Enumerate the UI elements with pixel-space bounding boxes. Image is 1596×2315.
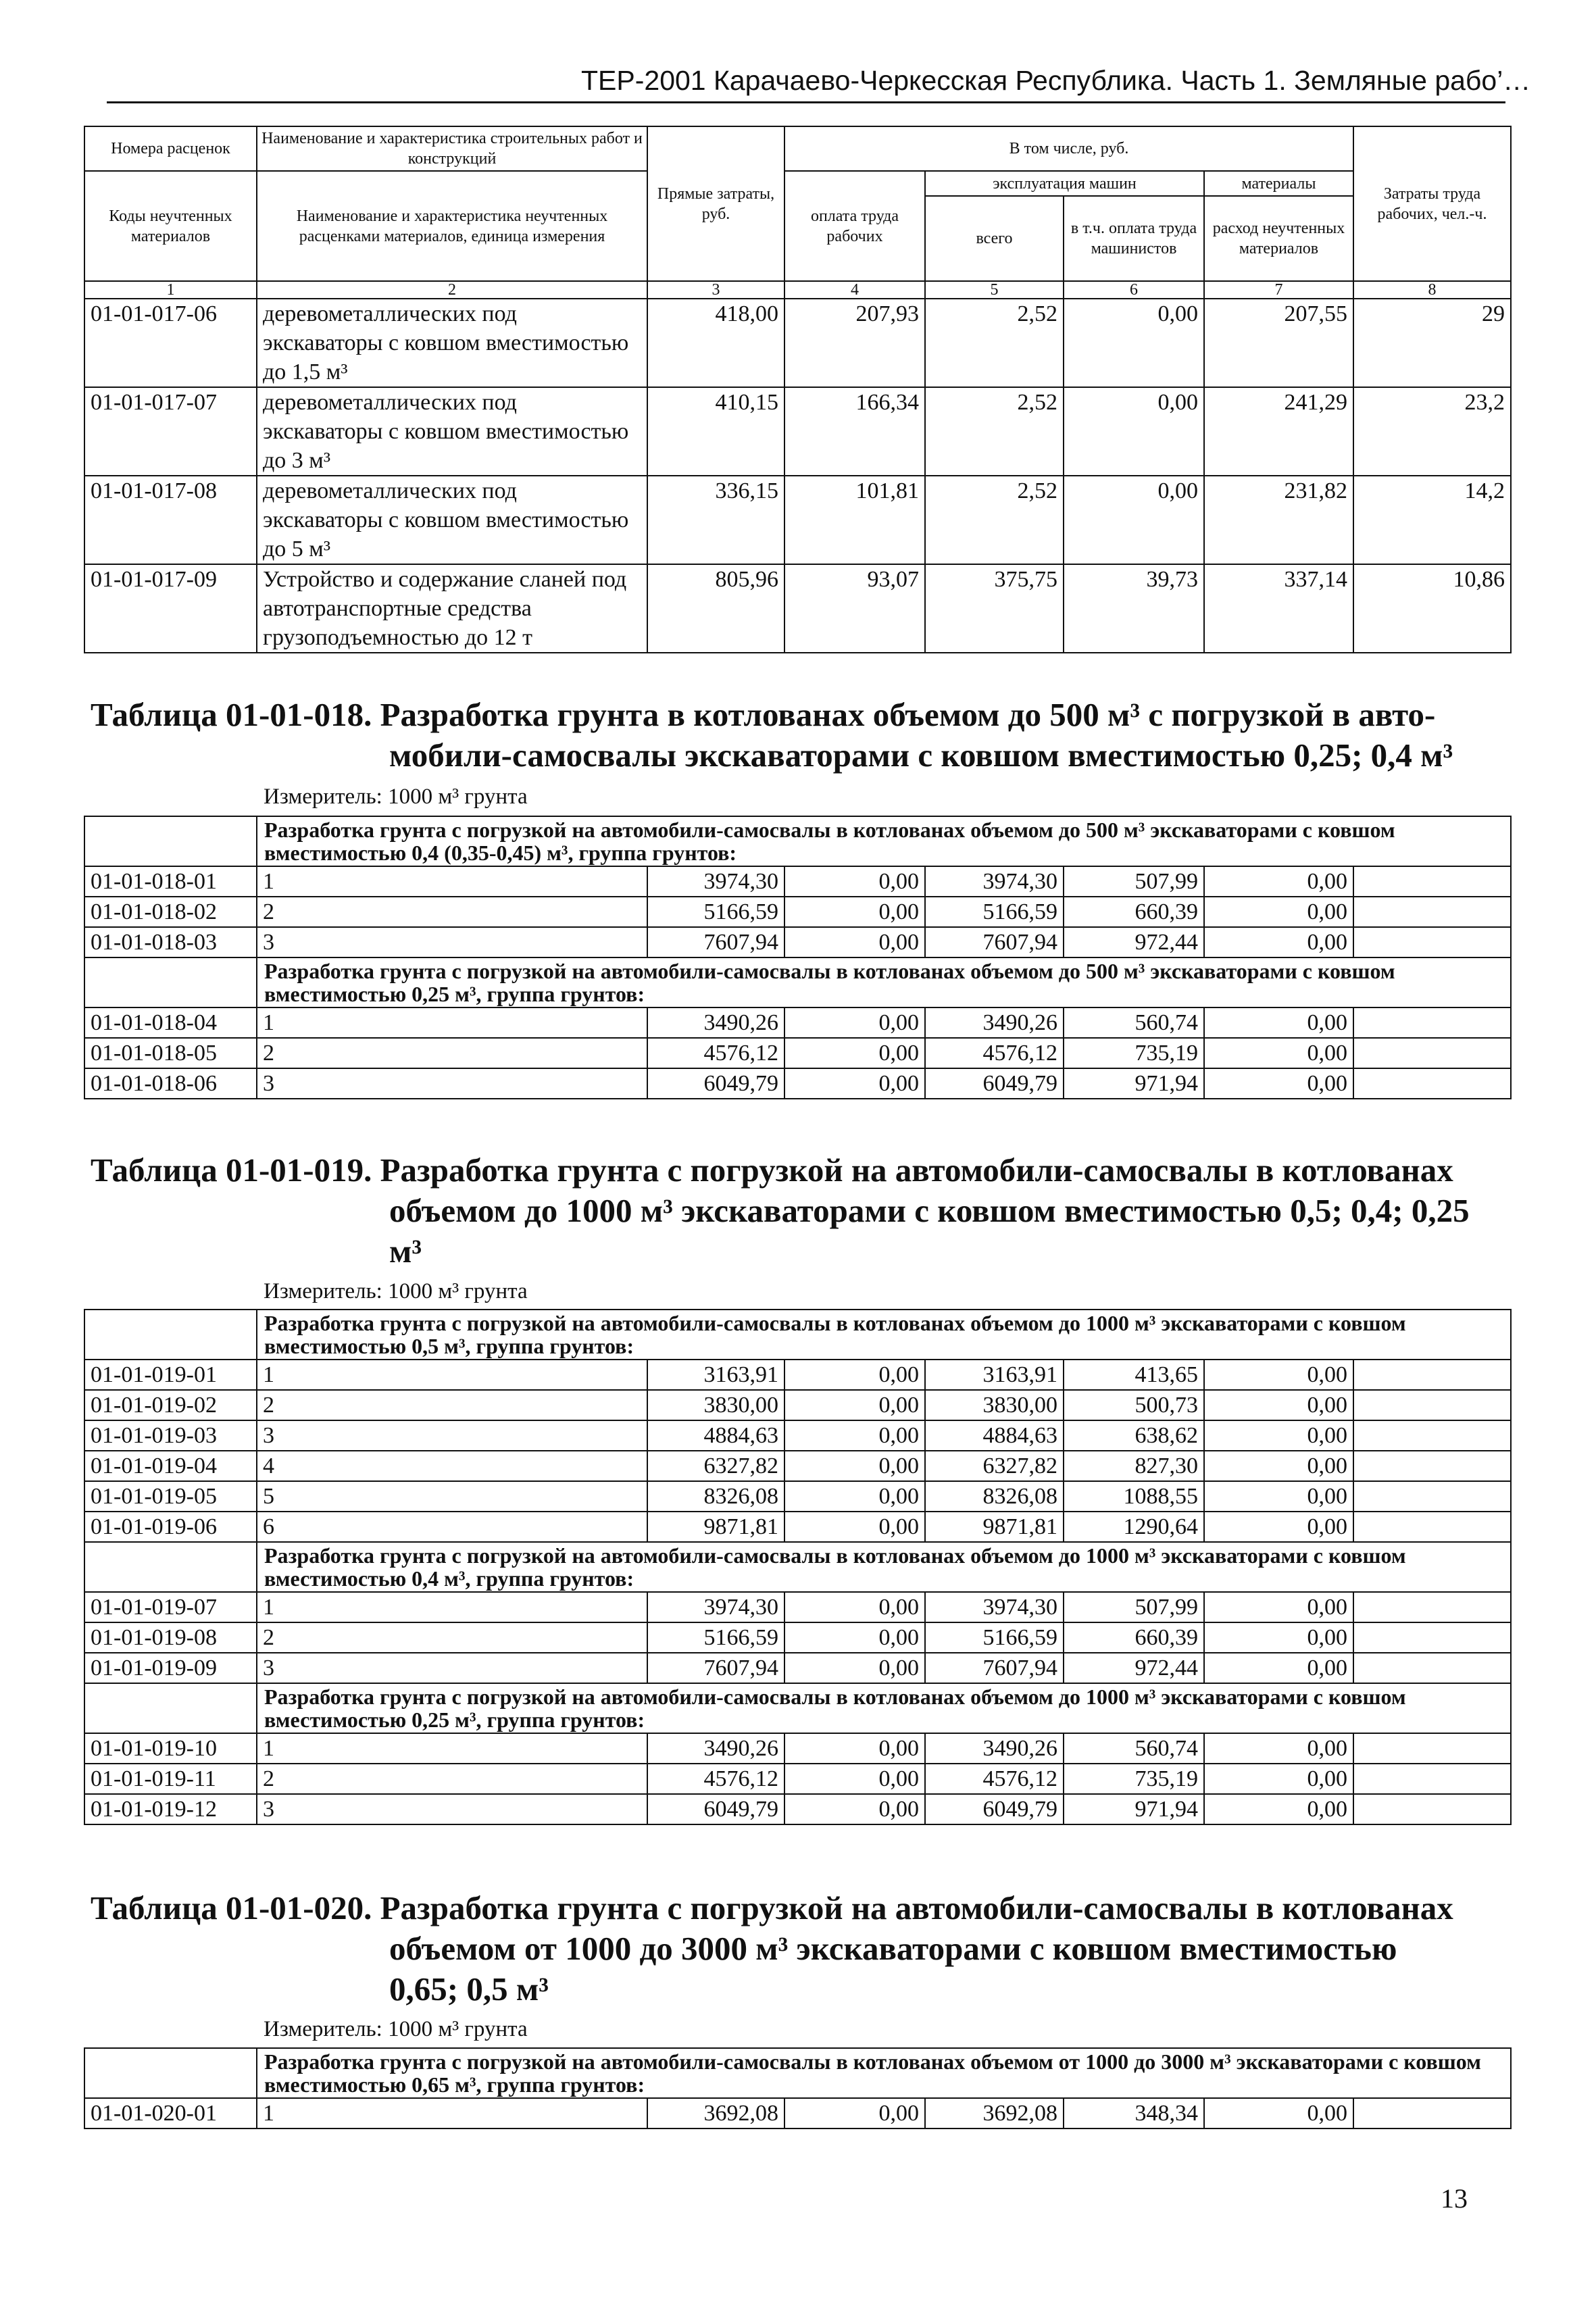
page-header-title: ТЕР-2001 Карачаево-Черкесская Республика. Часть 1. Земляные рабо’… (581, 65, 1531, 96)
materials-cost: 207,55 (1204, 299, 1353, 387)
table-row (84, 897, 1511, 927)
worker-pay: 0,00 (784, 927, 925, 957)
machine-total: 3974,30 (925, 1592, 1064, 1622)
col-number: 5 (925, 281, 1064, 299)
worker-pay: 0,00 (784, 1038, 925, 1068)
rate-code: 01-01-018-05 (84, 1038, 257, 1068)
group-header-spacer (84, 816, 257, 866)
soil-group: 1 (257, 1007, 647, 1038)
rate-code: 01-01-017-09 (84, 564, 257, 653)
machinist-pay: 735,19 (1064, 1764, 1204, 1794)
empty-cell (1353, 897, 1511, 927)
worker-pay: 0,00 (784, 1007, 925, 1038)
materials-cost: 0,00 (1204, 2098, 1353, 2129)
direct-costs: 4884,63 (647, 1420, 784, 1451)
machine-total: 3830,00 (925, 1390, 1064, 1420)
table-row (84, 2098, 1511, 2129)
soil-group: 3 (257, 1794, 647, 1824)
direct-costs: 3692,08 (647, 2098, 784, 2129)
col-number: 8 (1353, 281, 1511, 299)
group-header-row (84, 2048, 1511, 2098)
worker-pay: 0,00 (784, 2098, 925, 2129)
col-header-unaccounted-materials: расход неучтенных материалов (1204, 196, 1353, 281)
direct-costs: 6049,79 (647, 1794, 784, 1824)
table-row (84, 1390, 1511, 1420)
soil-group: 1 (257, 1360, 647, 1390)
col-number: 2 (257, 281, 647, 299)
materials-cost: 0,00 (1204, 1451, 1353, 1481)
empty-cell (1353, 1390, 1511, 1420)
col-header-direct-costs: Прямые затраты, руб. (647, 126, 784, 281)
rate-code: 01-01-019-03 (84, 1420, 257, 1451)
table-row (84, 866, 1511, 897)
direct-costs: 3490,26 (647, 1007, 784, 1038)
direct-costs: 5166,59 (647, 1622, 784, 1653)
worker-pay: 0,00 (784, 1420, 925, 1451)
materials-cost: 241,29 (1204, 387, 1353, 476)
soil-group: 2 (257, 1390, 647, 1420)
soil-group: 3 (257, 1420, 647, 1451)
worker-pay: 0,00 (784, 1481, 925, 1512)
direct-costs: 336,15 (647, 476, 784, 564)
group-header-spacer (84, 1683, 257, 1733)
table-row (84, 1068, 1511, 1099)
machinist-pay: 660,39 (1064, 897, 1204, 927)
table-meter-020: Измеритель: 1000 м³ грунта (264, 2017, 528, 2041)
machine-total: 5166,59 (925, 1622, 1064, 1653)
machinist-pay: 0,00 (1064, 476, 1204, 564)
group-header-row (84, 957, 1511, 1007)
soil-group: 2 (257, 1038, 647, 1068)
worker-pay: 207,93 (784, 299, 925, 387)
table-row (84, 1592, 1511, 1622)
direct-costs: 6327,82 (647, 1451, 784, 1481)
col-header-including: В том числе, руб. (784, 126, 1353, 171)
materials-cost: 0,00 (1204, 1068, 1353, 1099)
direct-costs: 3974,30 (647, 866, 784, 897)
machinist-pay: 507,99 (1064, 1592, 1204, 1622)
worker-pay: 0,00 (784, 1592, 925, 1622)
rate-code: 01-01-019-09 (84, 1653, 257, 1683)
rates-table-018 (84, 816, 1512, 1099)
machinist-pay: 413,65 (1064, 1360, 1204, 1390)
rate-code: 01-01-019-12 (84, 1794, 257, 1824)
materials-cost: 0,00 (1204, 1420, 1353, 1451)
col-header-machine-operation: эксплуатация машин (925, 171, 1204, 196)
empty-cell (1353, 1068, 1511, 1099)
table-row (84, 1481, 1511, 1512)
machinist-pay: 971,94 (1064, 1794, 1204, 1824)
table-title-line: Таблица 01-01-020. Разработка грунта с погрузкой на автомобили-самосвалы в котлованах (91, 1889, 1453, 1926)
table-title-line: Таблица 01-01-019. Разработка грунта с погрузкой на автомобили-самосвалы в котлованах (91, 1151, 1453, 1189)
materials-cost: 0,00 (1204, 1007, 1353, 1038)
rate-code: 01-01-019-05 (84, 1481, 257, 1512)
direct-costs: 3830,00 (647, 1390, 784, 1420)
group-header-row (84, 1310, 1511, 1360)
rate-code: 01-01-018-02 (84, 897, 257, 927)
direct-costs: 5166,59 (647, 897, 784, 927)
rate-code: 01-01-018-01 (84, 866, 257, 897)
materials-cost: 0,00 (1204, 1592, 1353, 1622)
labor-hours: 14,2 (1353, 476, 1511, 564)
work-name: деревометаллических под экскаваторы с ковшом вместимостью до 5 м³ (257, 476, 647, 564)
machinist-pay: 507,99 (1064, 866, 1204, 897)
header-divider (107, 101, 1505, 103)
soil-group: 4 (257, 1451, 647, 1481)
col-header-rate-numbers: Номера расценок (84, 126, 257, 171)
machine-total: 6049,79 (925, 1068, 1064, 1099)
machinist-pay: 1290,64 (1064, 1512, 1204, 1542)
machine-total: 2,52 (925, 299, 1064, 387)
rate-code: 01-01-019-07 (84, 1592, 257, 1622)
soil-group: 1 (257, 2098, 647, 2129)
machinist-pay: 660,39 (1064, 1622, 1204, 1653)
group-header-text: Разработка грунта с погрузкой на автомобили-самосвалы в котлованах объемом от 1000 до 3000 м³ экскаваторами с ковшом вместимостью 0,65 м³, группа грунтов: (257, 2048, 1511, 2098)
materials-cost: 0,00 (1204, 897, 1353, 927)
machine-total: 2,52 (925, 476, 1064, 564)
table-row (84, 1733, 1511, 1764)
rate-code: 01-01-018-03 (84, 927, 257, 957)
machinist-pay: 827,30 (1064, 1451, 1204, 1481)
soil-group: 2 (257, 1764, 647, 1794)
empty-cell (1353, 1794, 1511, 1824)
worker-pay: 0,00 (784, 1653, 925, 1683)
empty-cell (1353, 1653, 1511, 1683)
rate-code: 01-01-019-08 (84, 1622, 257, 1653)
worker-pay: 93,07 (784, 564, 925, 653)
worker-pay: 0,00 (784, 1622, 925, 1653)
col-header-labor-hours: Затраты труда рабочих, чел.-ч. (1353, 126, 1511, 281)
direct-costs: 3974,30 (647, 1592, 784, 1622)
empty-cell (1353, 1360, 1511, 1390)
col-number: 3 (647, 281, 784, 299)
table-title-019 (91, 1150, 1470, 1272)
group-header-row (84, 1683, 1511, 1733)
table-title-line: 0,65; 0,5 м³ (389, 1970, 549, 2008)
worker-pay: 0,00 (784, 1794, 925, 1824)
table-row (84, 1007, 1511, 1038)
materials-cost: 0,00 (1204, 1390, 1353, 1420)
machinist-pay: 560,74 (1064, 1007, 1204, 1038)
rates-table-020 (84, 2047, 1512, 2129)
machine-total: 4576,12 (925, 1764, 1064, 1794)
machine-total: 6327,82 (925, 1451, 1064, 1481)
rate-code: 01-01-018-04 (84, 1007, 257, 1038)
worker-pay: 101,81 (784, 476, 925, 564)
materials-cost: 0,00 (1204, 866, 1353, 897)
empty-cell (1353, 866, 1511, 897)
table-title-line: м³ (389, 1233, 422, 1270)
machine-total: 3490,26 (925, 1007, 1064, 1038)
rates-table-continuation (84, 126, 1512, 653)
empty-cell (1353, 927, 1511, 957)
soil-group: 3 (257, 1653, 647, 1683)
group-header-row (84, 816, 1511, 866)
machine-total: 3490,26 (925, 1733, 1064, 1764)
machine-total: 375,75 (925, 564, 1064, 653)
table-row (84, 1512, 1511, 1542)
machinist-pay: 735,19 (1064, 1038, 1204, 1068)
machine-total: 2,52 (925, 387, 1064, 476)
machinist-pay: 560,74 (1064, 1733, 1204, 1764)
direct-costs: 4576,12 (647, 1038, 784, 1068)
page-number: 13 (1441, 2183, 1468, 2214)
empty-cell (1353, 1038, 1511, 1068)
table-row (84, 387, 1511, 476)
direct-costs: 805,96 (647, 564, 784, 653)
table-row (84, 564, 1511, 653)
group-header-text: Разработка грунта с погрузкой на автомобили-самосвалы в котлованах объемом до 1000 м³ экскаваторами с ковшом вместимостью 0,4 м³, группа грунтов: (257, 1542, 1511, 1592)
soil-group: 1 (257, 1733, 647, 1764)
labor-hours: 10,86 (1353, 564, 1511, 653)
machinist-pay: 972,44 (1064, 1653, 1204, 1683)
table-row (84, 299, 1511, 387)
machinist-pay: 638,62 (1064, 1420, 1204, 1451)
machine-total: 4884,63 (925, 1420, 1064, 1451)
worker-pay: 0,00 (784, 866, 925, 897)
empty-cell (1353, 1592, 1511, 1622)
machine-total: 3692,08 (925, 2098, 1064, 2129)
table-title-line: объемом от 1000 до 3000 м³ экскаваторами с ковшом вместимостью (389, 1930, 1397, 1967)
table-row (84, 1622, 1511, 1653)
table-title-018 (91, 695, 1453, 776)
table-meter-018: Измеритель: 1000 м³ грунта (264, 785, 528, 809)
machine-total: 8326,08 (925, 1481, 1064, 1512)
group-header-text: Разработка грунта с погрузкой на автомобили-самосвалы в котлованах объемом до 500 м³ экскаваторами с ковшом вместимостью 0,25 м³, группа грунтов: (257, 957, 1511, 1007)
group-header-spacer (84, 957, 257, 1007)
empty-cell (1353, 1733, 1511, 1764)
worker-pay: 0,00 (784, 1512, 925, 1542)
materials-cost: 0,00 (1204, 1481, 1353, 1512)
machine-total: 3163,91 (925, 1360, 1064, 1390)
col-header-work-name: Наименование и характеристика строительных работ и конструкций (257, 126, 647, 171)
materials-cost: 0,00 (1204, 1764, 1353, 1794)
direct-costs: 418,00 (647, 299, 784, 387)
empty-cell (1353, 1451, 1511, 1481)
work-name: Устройство и содержание сланей под автотранспортные средства грузоподъемностью до 12 т (257, 564, 647, 653)
machine-total: 3974,30 (925, 866, 1064, 897)
empty-cell (1353, 2098, 1511, 2129)
machinist-pay: 0,00 (1064, 387, 1204, 476)
soil-group: 1 (257, 1592, 647, 1622)
machine-total: 9871,81 (925, 1512, 1064, 1542)
machinist-pay: 39,73 (1064, 564, 1204, 653)
soil-group: 1 (257, 866, 647, 897)
table-row (84, 1764, 1511, 1794)
soil-group: 2 (257, 897, 647, 927)
table-row (84, 476, 1511, 564)
rate-code: 01-01-019-10 (84, 1733, 257, 1764)
empty-cell (1353, 1512, 1511, 1542)
col-number: 6 (1064, 281, 1204, 299)
table-meter-019: Измеритель: 1000 м³ грунта (264, 1279, 528, 1303)
table-row (84, 1653, 1511, 1683)
direct-costs: 8326,08 (647, 1481, 784, 1512)
machine-total: 4576,12 (925, 1038, 1064, 1068)
labor-hours: 23,2 (1353, 387, 1511, 476)
materials-cost: 0,00 (1204, 1360, 1353, 1390)
materials-cost: 0,00 (1204, 1512, 1353, 1542)
rate-code: 01-01-017-08 (84, 476, 257, 564)
worker-pay: 0,00 (784, 1390, 925, 1420)
machine-total: 7607,94 (925, 927, 1064, 957)
table-title-line: Таблица 01-01-018. Разработка грунта в котлованах объемом до 500 м³ с погрузкой в авто- (91, 696, 1436, 733)
rate-code: 01-01-019-01 (84, 1360, 257, 1390)
rate-code: 01-01-019-11 (84, 1764, 257, 1794)
table-row (84, 1451, 1511, 1481)
materials-cost: 0,00 (1204, 1794, 1353, 1824)
col-header-worker-pay: оплата труда рабочих (784, 171, 925, 281)
rate-code: 01-01-018-06 (84, 1068, 257, 1099)
rates-table-019 (84, 1309, 1512, 1825)
materials-cost: 0,00 (1204, 1733, 1353, 1764)
soil-group: 5 (257, 1481, 647, 1512)
materials-cost: 0,00 (1204, 1622, 1353, 1653)
col-header-material-codes: Коды неучтенных материалов (84, 171, 257, 281)
empty-cell (1353, 1764, 1511, 1794)
rate-code: 01-01-019-04 (84, 1451, 257, 1481)
col-number: 7 (1204, 281, 1353, 299)
table-row (84, 1794, 1511, 1824)
group-header-row (84, 1542, 1511, 1592)
machinist-pay: 1088,55 (1064, 1481, 1204, 1512)
soil-group: 3 (257, 927, 647, 957)
materials-cost: 337,14 (1204, 564, 1353, 653)
work-name: деревометаллических под экскаваторы с ковшом вместимостью до 3 м³ (257, 387, 647, 476)
group-header-text: Разработка грунта с погрузкой на автомобили-самосвалы в котлованах объемом до 1000 м³ экскаваторами с ковшом вместимостью 0,25 м³, группа грунтов: (257, 1683, 1511, 1733)
col-header-materials: материалы (1204, 171, 1353, 196)
direct-costs: 7607,94 (647, 1653, 784, 1683)
direct-costs: 7607,94 (647, 927, 784, 957)
rate-code: 01-01-017-07 (84, 387, 257, 476)
machinist-pay: 971,94 (1064, 1068, 1204, 1099)
col-header-machinist-pay: в т.ч. оплата труда машинистов (1064, 196, 1204, 281)
worker-pay: 0,00 (784, 1733, 925, 1764)
table-title-line: мобили-самосвалы экскаваторами с ковшом вместимостью 0,25; 0,4 м³ (389, 737, 1453, 774)
col-number: 4 (784, 281, 925, 299)
direct-costs: 4576,12 (647, 1764, 784, 1794)
group-header-spacer (84, 2048, 257, 2098)
rate-code: 01-01-019-06 (84, 1512, 257, 1542)
group-header-spacer (84, 1310, 257, 1360)
machine-total: 5166,59 (925, 897, 1064, 927)
machine-total: 6049,79 (925, 1794, 1064, 1824)
materials-cost: 0,00 (1204, 1653, 1353, 1683)
soil-group: 3 (257, 1068, 647, 1099)
empty-cell (1353, 1420, 1511, 1451)
work-name: деревометаллических под экскаваторы с ковшом вместимостью до 1,5 м³ (257, 299, 647, 387)
direct-costs: 6049,79 (647, 1068, 784, 1099)
empty-cell (1353, 1481, 1511, 1512)
machinist-pay: 500,73 (1064, 1390, 1204, 1420)
soil-group: 6 (257, 1512, 647, 1542)
soil-group: 2 (257, 1622, 647, 1653)
table-title-line: объемом до 1000 м³ экскаваторами с ковшом вместимостью 0,5; 0,4; 0,25 (389, 1192, 1470, 1229)
table-row (84, 1038, 1511, 1068)
empty-cell (1353, 1622, 1511, 1653)
direct-costs: 9871,81 (647, 1512, 784, 1542)
group-header-text: Разработка грунта с погрузкой на автомобили-самосвалы в котлованах объемом до 1000 м³ экскаваторами с ковшом вместимостью 0,5 м³, группа грунтов: (257, 1310, 1511, 1360)
table-row (84, 1420, 1511, 1451)
worker-pay: 0,00 (784, 1764, 925, 1794)
col-number: 1 (84, 281, 257, 299)
direct-costs: 410,15 (647, 387, 784, 476)
worker-pay: 0,00 (784, 897, 925, 927)
col-header-machine-total: всего (925, 196, 1064, 281)
table-title-020 (91, 1888, 1453, 2010)
group-header-spacer (84, 1542, 257, 1592)
table-row (84, 1360, 1511, 1390)
materials-cost: 231,82 (1204, 476, 1353, 564)
machinist-pay: 972,44 (1064, 927, 1204, 957)
empty-cell (1353, 1007, 1511, 1038)
group-header-text: Разработка грунта с погрузкой на автомобили-самосвалы в котлованах объемом до 500 м³ экскаваторами с ковшом вместимостью 0,4 (0,35-0,45) м³, группа грунтов: (257, 816, 1511, 866)
rate-code: 01-01-017-06 (84, 299, 257, 387)
worker-pay: 0,00 (784, 1451, 925, 1481)
direct-costs: 3163,91 (647, 1360, 784, 1390)
machine-total: 7607,94 (925, 1653, 1064, 1683)
labor-hours: 29 (1353, 299, 1511, 387)
worker-pay: 0,00 (784, 1360, 925, 1390)
machinist-pay: 348,34 (1064, 2098, 1204, 2129)
materials-cost: 0,00 (1204, 1038, 1353, 1068)
worker-pay: 166,34 (784, 387, 925, 476)
rate-code: 01-01-020-01 (84, 2098, 257, 2129)
col-header-material-name: Наименование и характеристика неучтенных расценками материалов, единица измерения (257, 171, 647, 281)
direct-costs: 3490,26 (647, 1733, 784, 1764)
machinist-pay: 0,00 (1064, 299, 1204, 387)
materials-cost: 0,00 (1204, 927, 1353, 957)
worker-pay: 0,00 (784, 1068, 925, 1099)
rate-code: 01-01-019-02 (84, 1390, 257, 1420)
table-row (84, 927, 1511, 957)
